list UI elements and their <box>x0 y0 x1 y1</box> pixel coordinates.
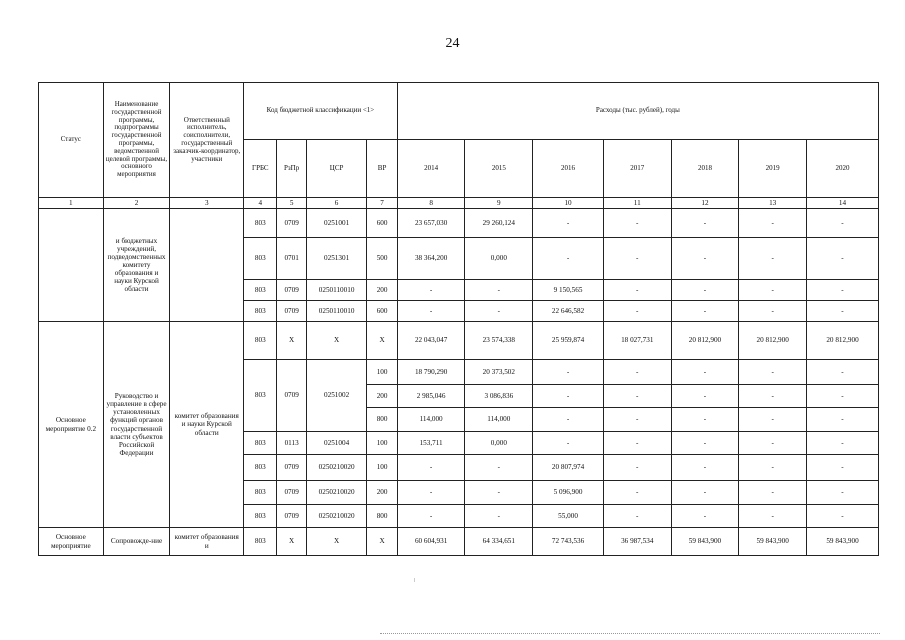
responsible-cell <box>170 209 244 322</box>
value-cell: 38 364,200 <box>397 238 465 280</box>
value-cell: - <box>603 408 671 432</box>
value-cell: 20 373,502 <box>465 360 533 385</box>
value-cell: 18 027,731 <box>603 322 671 360</box>
value-cell: 114,000 <box>397 408 465 432</box>
value-cell: 20 812,900 <box>671 322 739 360</box>
grbs-cell: 803 <box>244 360 277 432</box>
value-cell: - <box>739 481 807 505</box>
grbs-cell: 803 <box>244 481 277 505</box>
value-cell: - <box>533 408 604 432</box>
value-cell: 55,000 <box>533 505 604 528</box>
header-vr: ВР <box>367 140 397 198</box>
grbs-cell: 803 <box>244 432 277 455</box>
csr-cell: 0251001 <box>306 209 367 238</box>
value-cell: 20 812,900 <box>807 322 879 360</box>
value-cell: - <box>739 505 807 528</box>
header-name: Наименование государственной программы, подпрограммы государственной программы, ведомственной целевой программы, основного мероприятия <box>103 83 170 198</box>
column-number: 5 <box>277 198 306 209</box>
value-cell: 59 843,900 <box>739 528 807 556</box>
vr-cell: 100 <box>367 455 397 481</box>
scan-mark <box>414 578 415 582</box>
value-cell: 20 807,974 <box>533 455 604 481</box>
header-rzpr: РзПр <box>277 140 306 198</box>
value-cell: - <box>739 301 807 322</box>
value-cell: - <box>671 385 739 408</box>
value-cell: - <box>739 408 807 432</box>
csr-cell: 0251004 <box>306 432 367 455</box>
vr-cell: 200 <box>367 481 397 505</box>
header-year: 2015 <box>465 140 533 198</box>
header-grbs: ГРБС <box>244 140 277 198</box>
value-cell: 18 790,290 <box>397 360 465 385</box>
value-cell: 22 646,582 <box>533 301 604 322</box>
value-cell: - <box>807 408 879 432</box>
value-cell: - <box>533 360 604 385</box>
value-cell: - <box>603 301 671 322</box>
column-numbers-row <box>39 198 879 209</box>
value-cell: - <box>603 238 671 280</box>
value-cell: - <box>807 280 879 301</box>
value-cell: - <box>807 455 879 481</box>
value-cell: 5 096,900 <box>533 481 604 505</box>
vr-cell: 800 <box>367 505 397 528</box>
column-number: 9 <box>465 198 533 209</box>
value-cell: - <box>533 209 604 238</box>
value-cell: - <box>739 280 807 301</box>
header-year: 2017 <box>603 140 671 198</box>
csr-cell: 0250210020 <box>306 481 367 505</box>
rzpr-cell: 0709 <box>277 481 306 505</box>
header-year: 2020 <box>807 140 879 198</box>
value-cell: - <box>671 280 739 301</box>
value-cell: - <box>603 209 671 238</box>
value-cell: 59 843,900 <box>807 528 879 556</box>
value-cell: - <box>603 280 671 301</box>
value-cell: - <box>739 432 807 455</box>
csr-cell: Х <box>306 322 367 360</box>
vr-cell: 500 <box>367 238 397 280</box>
csr-cell: 0250110010 <box>306 301 367 322</box>
column-number: 4 <box>244 198 277 209</box>
value-cell: - <box>465 455 533 481</box>
responsible-cell: комитет образования и <box>170 528 244 556</box>
value-cell: - <box>739 209 807 238</box>
value-cell: 72 743,536 <box>533 528 604 556</box>
value-cell: - <box>671 209 739 238</box>
value-cell: 36 987,534 <box>603 528 671 556</box>
value-cell: 9 150,565 <box>533 280 604 301</box>
value-cell: - <box>603 481 671 505</box>
value-cell: 59 843,900 <box>671 528 739 556</box>
grbs-cell: 803 <box>244 301 277 322</box>
value-cell: - <box>465 301 533 322</box>
value-cell: - <box>397 505 465 528</box>
vr-cell: 600 <box>367 301 397 322</box>
csr-cell: 0250210020 <box>306 455 367 481</box>
rzpr-cell: 0709 <box>277 455 306 481</box>
value-cell: - <box>397 455 465 481</box>
value-cell: - <box>807 360 879 385</box>
column-number: 2 <box>103 198 170 209</box>
value-cell: - <box>465 481 533 505</box>
value-cell: 29 260,124 <box>465 209 533 238</box>
rzpr-cell: 0113 <box>277 432 306 455</box>
value-cell: - <box>671 301 739 322</box>
table-row <box>39 322 879 360</box>
grbs-cell: 803 <box>244 322 277 360</box>
value-cell: - <box>671 481 739 505</box>
vr-cell: 600 <box>367 209 397 238</box>
column-number: 8 <box>397 198 465 209</box>
value-cell: - <box>807 505 879 528</box>
page-number: 24 <box>445 36 460 51</box>
value-cell: - <box>739 385 807 408</box>
vr-cell: Х <box>367 528 397 556</box>
header-expenses: Расходы (тыс. рублей), годы <box>397 83 878 140</box>
value-cell: - <box>603 385 671 408</box>
csr-cell: 0251301 <box>306 238 367 280</box>
grbs-cell: 803 <box>244 505 277 528</box>
value-cell: - <box>465 280 533 301</box>
value-cell: - <box>533 385 604 408</box>
status-cell: Основное мероприятие <box>39 528 104 556</box>
value-cell: - <box>807 238 879 280</box>
value-cell: - <box>671 360 739 385</box>
table-header <box>39 83 879 209</box>
rzpr-cell: 0709 <box>277 360 306 432</box>
column-number: 1 <box>39 198 104 209</box>
value-cell: - <box>603 432 671 455</box>
column-number: 6 <box>306 198 367 209</box>
status-cell <box>39 209 104 322</box>
value-cell: - <box>397 280 465 301</box>
value-cell: - <box>739 238 807 280</box>
value-cell: - <box>807 432 879 455</box>
value-cell: - <box>807 209 879 238</box>
value-cell: 114,000 <box>465 408 533 432</box>
header-responsible: Ответственный исполнитель, соисполнители, государственный заказчик-координатор, участники <box>170 83 244 198</box>
value-cell: - <box>603 455 671 481</box>
value-cell: 23 657,030 <box>397 209 465 238</box>
csr-cell: 0250210020 <box>306 505 367 528</box>
vr-cell: Х <box>367 322 397 360</box>
value-cell: - <box>739 360 807 385</box>
value-cell: - <box>671 408 739 432</box>
table-row <box>39 528 879 556</box>
value-cell: 2 985,046 <box>397 385 465 408</box>
activity-name-cell: и бюджетных учреждений, подведомственных комитету образования и науки Курской области <box>103 209 170 322</box>
value-cell: - <box>671 455 739 481</box>
value-cell: - <box>807 481 879 505</box>
activity-name-cell: Руководство и управление в сфере установленных функций органов государственной власти субъектов Российской Федерации <box>103 322 170 528</box>
value-cell: - <box>671 238 739 280</box>
header-year: 2014 <box>397 140 465 198</box>
value-cell: - <box>465 505 533 528</box>
rzpr-cell: Х <box>277 528 306 556</box>
grbs-cell: 803 <box>244 238 277 280</box>
header-year: 2019 <box>739 140 807 198</box>
value-cell: 0,000 <box>465 432 533 455</box>
scan-footer-line <box>380 633 880 635</box>
value-cell: - <box>533 432 604 455</box>
header-year: 2016 <box>533 140 604 198</box>
value-cell: 20 812,900 <box>739 322 807 360</box>
activity-name-cell: Сопровожде-ние <box>103 528 170 556</box>
column-number: 3 <box>170 198 244 209</box>
value-cell: - <box>397 301 465 322</box>
value-cell: 22 043,047 <box>397 322 465 360</box>
csr-cell: 0250110010 <box>306 280 367 301</box>
value-cell: - <box>807 385 879 408</box>
column-number: 10 <box>533 198 604 209</box>
value-cell: 23 574,338 <box>465 322 533 360</box>
value-cell: 3 086,836 <box>465 385 533 408</box>
vr-cell: 800 <box>367 408 397 432</box>
rzpr-cell: Х <box>277 322 306 360</box>
rzpr-cell: 0709 <box>277 280 306 301</box>
value-cell: 153,711 <box>397 432 465 455</box>
value-cell: 25 959,874 <box>533 322 604 360</box>
rzpr-cell: 0709 <box>277 209 306 238</box>
vr-cell: 200 <box>367 280 397 301</box>
rzpr-cell: 0709 <box>277 301 306 322</box>
csr-cell: Х <box>306 528 367 556</box>
value-cell: - <box>533 238 604 280</box>
value-cell: - <box>671 505 739 528</box>
value-cell: 60 604,931 <box>397 528 465 556</box>
grbs-cell: 803 <box>244 280 277 301</box>
grbs-cell: 803 <box>244 209 277 238</box>
column-number: 14 <box>807 198 879 209</box>
budget-table <box>38 82 879 556</box>
header-year: 2018 <box>671 140 739 198</box>
value-cell: - <box>603 505 671 528</box>
column-number: 7 <box>367 198 397 209</box>
value-cell: - <box>397 481 465 505</box>
header-status: Статус <box>39 83 104 198</box>
value-cell: - <box>603 360 671 385</box>
rzpr-cell: 0701 <box>277 238 306 280</box>
vr-cell: 100 <box>367 432 397 455</box>
header-csr: ЦСР <box>306 140 367 198</box>
column-number: 12 <box>671 198 739 209</box>
column-number: 13 <box>739 198 807 209</box>
status-cell: Основное мероприятие 0.2 <box>39 322 104 528</box>
rzpr-cell: 0709 <box>277 505 306 528</box>
table-row <box>39 209 879 238</box>
value-cell: 0,000 <box>465 238 533 280</box>
value-cell: - <box>671 432 739 455</box>
grbs-cell: 803 <box>244 528 277 556</box>
column-number: 11 <box>603 198 671 209</box>
csr-cell: 0251002 <box>306 360 367 432</box>
value-cell: - <box>807 301 879 322</box>
header-budget-code: Код бюджетной классификации <1> <box>244 83 398 140</box>
vr-cell: 100 <box>367 360 397 385</box>
value-cell: - <box>739 455 807 481</box>
grbs-cell: 803 <box>244 455 277 481</box>
vr-cell: 200 <box>367 385 397 408</box>
responsible-cell: комитет образования и науки Курской области <box>170 322 244 528</box>
value-cell: 64 334,651 <box>465 528 533 556</box>
